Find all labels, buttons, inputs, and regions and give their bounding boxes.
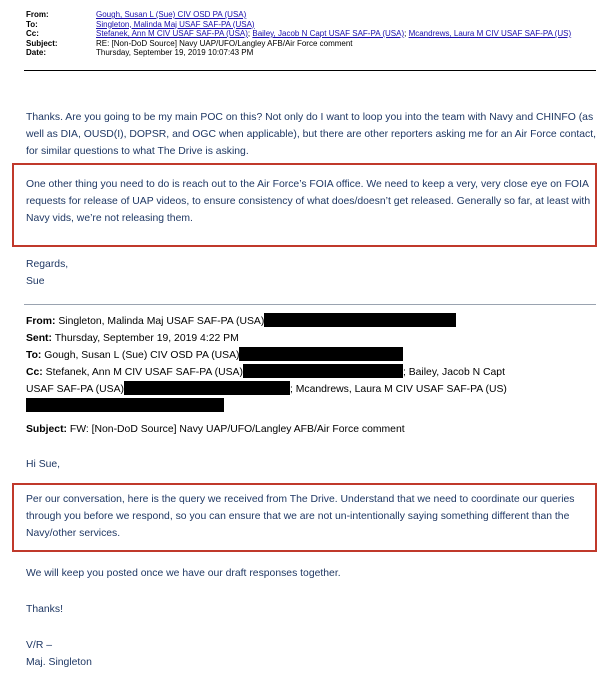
fwd-cc-value-4: ; Mcandrews, Laura M CIV USAF SAF-PA (US) bbox=[289, 384, 507, 395]
to-label: To: bbox=[26, 19, 38, 29]
fwd-sent-row bbox=[26, 330, 596, 347]
fwd-from-row bbox=[26, 313, 596, 330]
reply-paragraph-2: One other thing you need to do is reach out to the Air Force’s FOIA office. We need to keep a very, very close eye on FOIA requests for release of UAP videos, to ensure consistency of what does/doesn’t get released. Generally so far, at least with Navy vids, we’re not releasing them. bbox=[26, 179, 591, 224]
from-label: From: bbox=[26, 10, 49, 19]
fwd-signature: Maj. Singleton bbox=[26, 657, 92, 668]
fwd-cc-row bbox=[26, 364, 596, 415]
fwd-greeting: Hi Sue, bbox=[26, 459, 61, 470]
redaction-bar bbox=[26, 398, 224, 412]
header-from-row bbox=[26, 10, 596, 20]
fwd-paragraph-2: We will keep you posted once we have our draft responses together. bbox=[26, 568, 341, 579]
fwd-paragraph-1: Per our conversation, here is the query we received from The Drive. Understand that we need to coordinate our queries through you before we respond, so you can ensure that we are not un-intentionally saying something different than the Navy/other services. bbox=[26, 494, 575, 539]
fwd-sent-label: Sent: bbox=[26, 333, 52, 344]
redaction-bar bbox=[124, 381, 290, 395]
redaction-bar bbox=[264, 313, 456, 327]
fwd-cc-value-1: Stefanek, Ann M CIV USAF SAF-PA (USA) bbox=[45, 367, 243, 378]
fwd-from-label: From: bbox=[26, 316, 56, 327]
redaction-bar bbox=[239, 347, 403, 361]
cc-address-link-1[interactable]: Stefanek, Ann M CIV USAF SAF-PA (USA) bbox=[96, 29, 248, 38]
fwd-cc-label: Cc: bbox=[26, 367, 43, 378]
signature-sue: Sue bbox=[26, 276, 45, 287]
header-date-row bbox=[26, 48, 596, 58]
header-to-row bbox=[26, 20, 596, 30]
fwd-to-row bbox=[26, 347, 596, 364]
forward-divider bbox=[24, 304, 596, 305]
fwd-sent-value: Thursday, September 19, 2019 4:22 PM bbox=[54, 333, 239, 344]
fwd-subject-row bbox=[26, 421, 596, 438]
redaction-bar bbox=[243, 364, 403, 378]
to-address-link[interactable]: Singleton, Malinda Maj USAF SAF-PA (USA) bbox=[96, 19, 255, 29]
cc-label: Cc: bbox=[26, 29, 39, 38]
fwd-subject-value: FW: [Non-DoD Source] Navy UAP/UFO/Langley AFB/Air Force comment bbox=[69, 424, 405, 435]
from-address-link[interactable]: Gough, Susan L (Sue) CIV OSD PA (USA) bbox=[96, 10, 247, 19]
fwd-to-label: To: bbox=[26, 350, 42, 361]
header-subject-row bbox=[26, 39, 596, 49]
fwd-cc-value-3: USAF SAF-PA (USA) bbox=[26, 384, 124, 395]
date-value: Thursday, September 19, 2019 10:07:43 PM bbox=[96, 48, 254, 57]
fwd-to-value: Gough, Susan L (Sue) CIV OSD PA (USA) bbox=[44, 350, 240, 361]
fwd-from-value: Singleton, Malinda Maj USAF SAF-PA (USA) bbox=[58, 316, 265, 327]
fwd-subject-label: Subject: bbox=[26, 424, 67, 435]
header-cc-row: Cc: Stefanek, Ann M CIV USAF SAF-PA (USA); Bailey, Jacob N Capt USAF SAF-PA (USA); Mcandrews, Laura M CIV USAF SAF-PA (US) bbox=[26, 29, 572, 38]
subject-label: Subject: bbox=[26, 38, 58, 48]
cc-address-link-2[interactable]: Bailey, Jacob N Capt USAF SAF-PA (USA) bbox=[252, 29, 405, 38]
fwd-cc-value-2: ; Bailey, Jacob N Capt bbox=[402, 367, 505, 378]
email-header bbox=[26, 10, 596, 58]
fwd-vr: V/R – bbox=[26, 640, 52, 651]
regards-text: Regards, bbox=[26, 259, 69, 270]
date-label: Date: bbox=[26, 48, 47, 57]
cc-address-link-3[interactable]: Mcandrews, Laura M CIV USAF SAF-PA (US) bbox=[408, 29, 572, 38]
header-divider bbox=[24, 70, 596, 71]
subject-value: RE: [Non-DoD Source] Navy UAP/UFO/Langley AFB/Air Force comment bbox=[96, 38, 353, 48]
reply-paragraph-1: Thanks. Are you going to be my main POC on this? Not only do I want to loop you into the team with Navy and CHINFO (as well as DIA, OUSD(I), DOPSR, and OGC when applicable), but there are other reporters asking me for an Air Force contact, for similar questions to what The Drive is asking. bbox=[26, 112, 596, 157]
fwd-thanks: Thanks! bbox=[26, 604, 63, 615]
